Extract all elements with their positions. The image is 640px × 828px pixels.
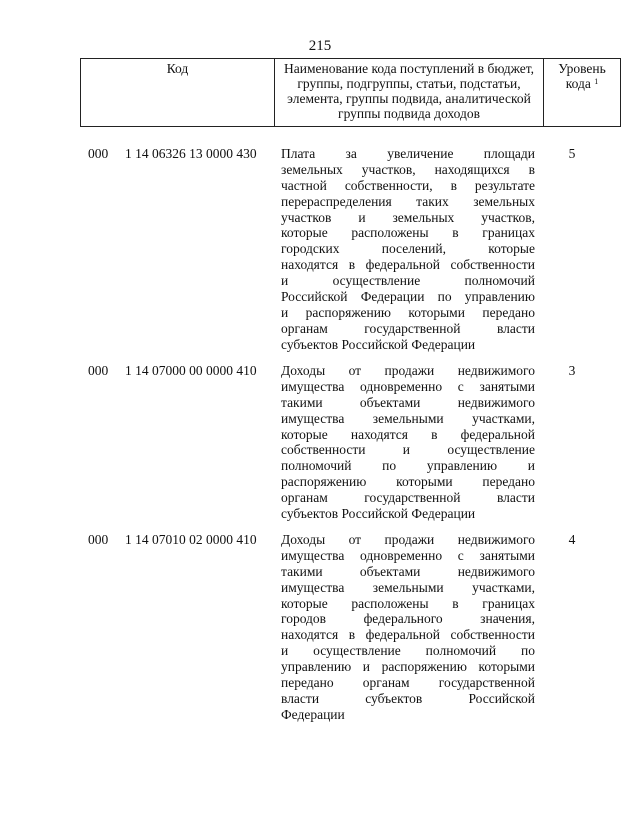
header-name-label: Наименование кода поступлений в бюджет, группы, подгруппы, статьи, подстатьи, элемента, группы подвида, аналитической группы подвида доходов <box>283 61 534 121</box>
description-line: и осуществление полномочий по <box>281 643 535 659</box>
description-line: земельных участков, находящихся в <box>281 161 535 177</box>
description-line: находятся в федеральной собственности <box>281 627 535 643</box>
row-income-code: 1 14 07010 02 0000 410 <box>125 532 257 547</box>
description-line: Плата за увеличение площади <box>281 146 535 161</box>
description-line: собственности и осуществление <box>281 442 535 458</box>
description-line: частной собственности, в результате <box>281 177 535 193</box>
row-admin-code: 000 <box>88 363 109 378</box>
description-line: такими объектами недвижимого <box>281 394 535 410</box>
description-line: субъектов Российской Федерации <box>281 506 476 522</box>
description-line: которые находятся в федеральной <box>281 426 535 442</box>
header-level <box>544 59 621 127</box>
description-line: которые расположены в границах <box>281 595 535 611</box>
description-line: и распоряжению которыми передано <box>281 304 535 320</box>
description-line: перераспределения таких земельных <box>281 193 535 209</box>
description-line: городов федерального значения, <box>281 611 535 627</box>
description-line: органам государственной власти <box>281 320 535 336</box>
page-number: 215 <box>308 38 332 54</box>
description-line: имущества одновременно с занятыми <box>281 547 535 563</box>
header-level-label: Уровень кода <box>558 61 606 91</box>
description-line: которые расположены в границах <box>281 225 535 241</box>
row-level: 3 <box>568 363 576 378</box>
description-line: Российской Федерации по управлению <box>281 289 535 305</box>
description-line: Доходы от продажи недвижимого <box>281 363 535 378</box>
header-name <box>275 59 544 127</box>
row-income-code: 1 14 06326 13 0000 430 <box>125 146 257 161</box>
description-line: и осуществление полномочий <box>281 273 535 289</box>
description-line: имущества земельными участками, <box>281 410 535 426</box>
row-level: 4 <box>568 532 576 547</box>
description-line: такими объектами недвижимого <box>281 563 535 579</box>
description-line: имущества земельными участками, <box>281 579 535 595</box>
description-line: власти субъектов Российской <box>281 690 535 706</box>
row-level: 5 <box>568 146 576 161</box>
description-line: распоряжению которыми передано <box>281 474 535 490</box>
row-description <box>281 363 535 522</box>
description-line: Доходы от продажи недвижимого <box>281 532 535 547</box>
header-code <box>81 59 275 127</box>
description-line: городских поселений, которые <box>281 241 535 257</box>
description-line: участков и земельных участков, <box>281 209 535 225</box>
description-line: субъектов Российской Федерации <box>281 336 476 352</box>
row-description <box>281 532 535 723</box>
description-line: управлению и распоряжению которыми <box>281 659 535 675</box>
description-line: находятся в федеральной собственности <box>281 257 535 273</box>
row-admin-code: 000 <box>88 532 109 547</box>
description-line: имущества одновременно с занятыми <box>281 378 535 394</box>
row-description <box>281 146 535 353</box>
row-income-code: 1 14 07000 00 0000 410 <box>125 363 257 378</box>
header-code-label: Код <box>166 61 189 76</box>
table-header <box>80 58 621 127</box>
description-line: передано органам государственной <box>281 675 535 691</box>
row-admin-code: 000 <box>88 146 109 161</box>
header-level-footnote: 1 <box>594 77 599 86</box>
description-line: органам государственной власти <box>281 490 535 506</box>
description-line: Федерации <box>281 706 345 722</box>
description-line: полномочий по управлению и <box>281 458 535 474</box>
